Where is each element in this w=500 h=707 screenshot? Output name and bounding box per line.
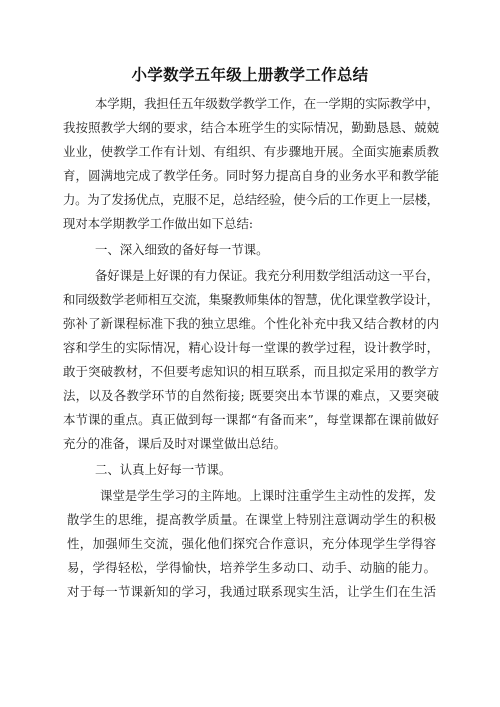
- paragraph-line: 充分的准备，课后及时对课堂做出总结。: [63, 436, 287, 451]
- paragraph-line: 我按照教学大纲的要求，结合本班学生的实际情况，勤勤恳恳、兢兢: [63, 120, 439, 135]
- paragraph-line: 法，以及各教学环节的自然衔接; 既要突出本节课的难点，又要突破: [63, 388, 439, 403]
- paragraph-line: 容和学生的实际情况，精心设计每一堂课的教学过程，设计教学时，: [63, 340, 439, 355]
- paragraph-line: 易，学得轻松，学得愉快，培养学生多动口、动手、动脑的能力。: [67, 560, 436, 575]
- paragraph-line: 业业，使教学工作有计划、有组织、有步骤地开展。全面实施素质教: [63, 144, 439, 159]
- paragraph-line: 弥补了新课程标准下我的独立思维。个性化补充中我又结合教材的内: [63, 316, 439, 331]
- paragraph-line: 育，圆满地完成了教学任务。同时努力提高自身的业务水平和教学能: [63, 168, 439, 183]
- paragraph-line: 对于每一节课新知的学习，我通过联系现实生活，让学生们在生活: [67, 584, 436, 599]
- section-heading: 一、深入细致的备好每一节课。: [95, 242, 269, 257]
- paragraph-line: 力。为了发扬优点，克服不足，总结经验，使今后的工作更上一层楼，: [63, 192, 439, 207]
- paragraph-line: 现对本学期教学工作做出如下总结:: [63, 216, 254, 231]
- paragraph-line: 课堂是学生学习的主阵地。上课时注重学生主动性的发挥，发: [100, 488, 436, 503]
- paragraph-line: 和同级数学老师相互交流，集聚教师集体的智慧，优化课堂教学设计，: [63, 292, 439, 307]
- paragraph-line: 本学期，我担任五年级数学教学工作，在一学期的实际教学中，: [95, 96, 439, 111]
- paragraph-line: 敢于突破教材，不但要考虑知识的相互联系，而且拟定采用的教学方: [63, 364, 439, 379]
- paragraph-line: 备好课是上好课的有力保证。我充分利用数学组活动这一平台，: [95, 268, 439, 283]
- section-heading: 二、认真上好每一节课。: [95, 462, 232, 477]
- paragraph-line: 性，加强师生交流，强化他们探究合作意识，充分体现学生学得容: [67, 536, 436, 551]
- document-title: 小学数学五年级上册教学工作总结: [131, 66, 369, 84]
- paragraph-line: 本节课的重点。真正做到每一课都“有备而来”，每堂课都在课前做好: [63, 412, 439, 427]
- paragraph-line: 散学生的思维，提高教学质量。在课堂上特别注意调动学生的积极: [67, 512, 436, 527]
